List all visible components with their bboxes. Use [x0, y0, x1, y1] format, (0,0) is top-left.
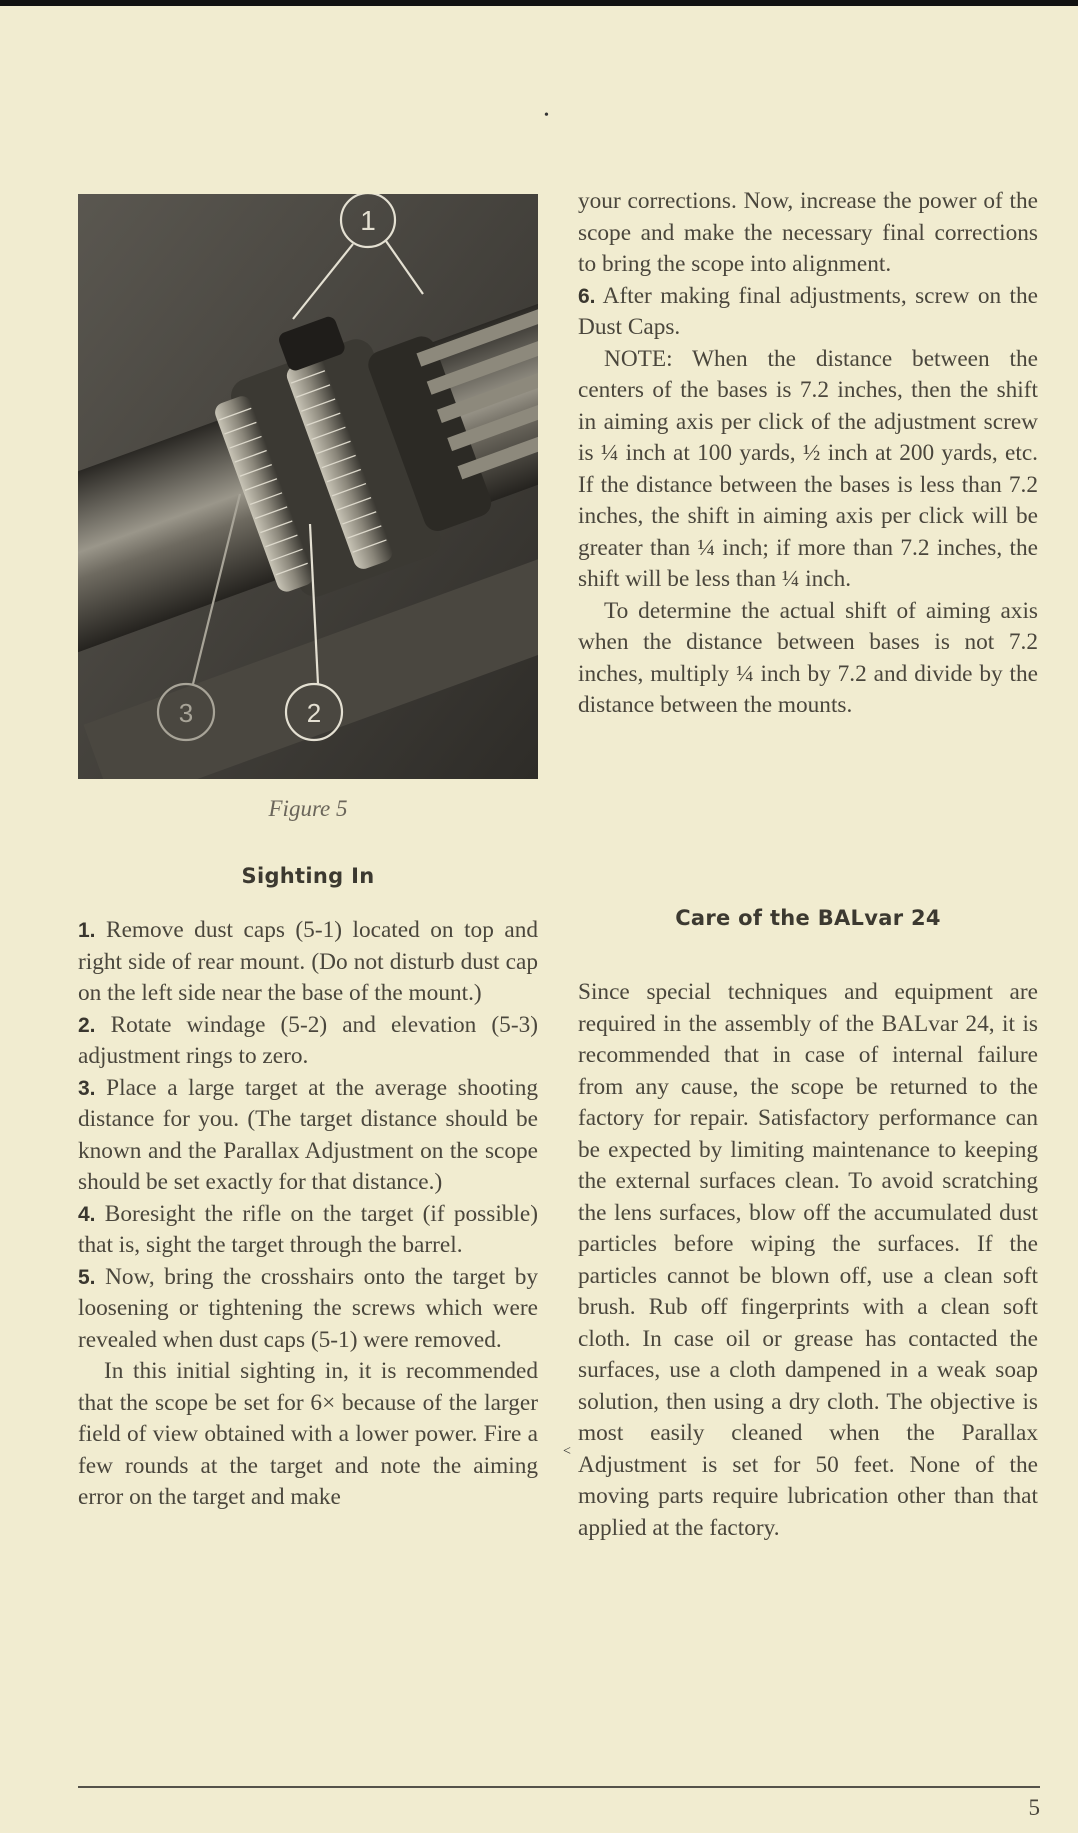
step-number: 5.: [78, 1265, 96, 1289]
page-number: 5: [1028, 1795, 1040, 1820]
figure-callout-3: 3: [178, 698, 194, 728]
step-6: [578, 281, 1038, 344]
care-heading: Care of the BALvar 24: [675, 906, 941, 930]
continued-paragraph: your corrections. Now, increase the power of the scope and make the necessary final corrections to bring the scope into alignment.: [578, 188, 1038, 277]
right-column-top: [578, 186, 1038, 722]
care-paragraph: Since special techniques and equipment are required in the assembly of the BALvar 24, it is recommended that in case of internal failure from any cause, the scope be returned to the factory for repair. Satisfactory performance can be expected by limiting maintenance to keeping the external surfaces clean. To avoid scratching the lens surfaces, blow off the accumulated dust particles before wiping the surfaces. If the particles cannot be blown off, use a clean soft brush. Rub off fingerprints with a clean soft cloth. In case oil or grease has contacted the surfaces, use a cloth dampened in a weak soap solution, then using a dry cloth. The objective is most easily cleaned when the Parallax Adjustment is set for 50 feet. None of the moving parts require lubrication other than that applied at the factory.: [578, 979, 1038, 1541]
initial-sighting-paragraph: In this initial sighting in, it is recommended that the scope be set for 6× because of the larger field of view obtained with a lower power. Fire a few rounds at the target and note the aiming error on the target and make: [78, 1358, 538, 1510]
figure-callout-2: 2: [306, 698, 322, 728]
step-text: Remove dust caps (5-1) located on top and right side of rear mount. (Do not disturb dust cap on the left side near the base of the mount.): [78, 917, 538, 1006]
print-speck: •: [544, 108, 549, 123]
care-column: [578, 977, 1038, 1544]
step-5: [78, 1262, 538, 1357]
step-2: [78, 1010, 538, 1073]
print-speck: <: [563, 1444, 571, 1459]
figure-5-photo: [78, 194, 538, 779]
step-number: 1.: [78, 919, 96, 942]
step-number: 2.: [78, 1013, 96, 1037]
top-border: [0, 0, 1078, 6]
step-4: [78, 1199, 538, 1262]
sighting-steps: [78, 915, 538, 1514]
scope-mount-illustration: [78, 194, 538, 779]
step-number: 3.: [78, 1076, 96, 1100]
footer-rule: [78, 1786, 1040, 1788]
figure-callout-1: 1: [360, 205, 376, 236]
step-text: Place a large target at the average shooting distance for you. (The target distance should be known and the Parallax Adjustment on the scope should be set exactly for that distance.): [78, 1074, 538, 1195]
step-text: After making final adjustments, screw on the Dust Caps.: [578, 282, 1038, 340]
step-number: 6.: [578, 284, 596, 308]
figure-caption: Figure 5: [268, 796, 348, 821]
step-text: Boresight the rifle on the target (if possible) that is, sight the target through the barrel.: [78, 1200, 539, 1258]
step-text: Now, bring the crosshairs onto the target by loosening or tightening the screws which were revealed when dust caps (5-1) were removed.: [78, 1263, 539, 1353]
step-number: 4.: [78, 1202, 96, 1226]
step-1: [78, 915, 538, 1010]
step-text: Rotate windage (5-2) and elevation (5-3) adjustment rings to zero.: [78, 1011, 538, 1069]
step-3: [78, 1073, 538, 1199]
determine-shift-paragraph: To determine the actual shift of aiming axis when the distance between bases is not 7.2 inches, multiply ¼ inch by 7.2 and divide by the distance between the mounts.: [578, 597, 1038, 718]
note-paragraph: NOTE: When the distance between the centers of the bases is 7.2 inches, then the shift in aiming axis per click of the adjustment screw is ¼ inch at 100 yards, ½ inch at 200 yards, etc. If the distance between the bases is less than 7.2 inches, the shift in aiming axis per click will be greater than ¼ inch; if more than 7.2 inches, the shift will be less than ¼ inch.: [578, 345, 1038, 592]
sighting-in-heading: Sighting In: [241, 864, 375, 888]
